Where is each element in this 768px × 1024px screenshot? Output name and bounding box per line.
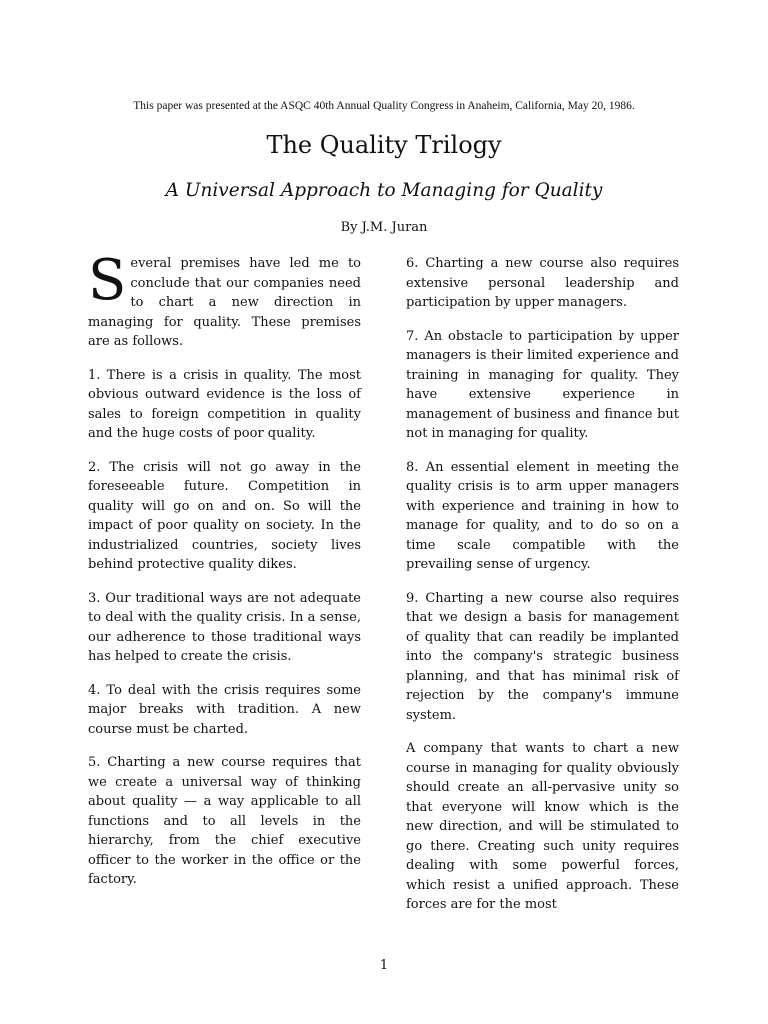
premise-paragraph-7: 7. An obstacle to participation by upper managers is their limited experience and training in managing for quality. They have extensive experience in management of business and finance but not in managing for quality. bbox=[406, 328, 679, 441]
premise-paragraph-9: 9. Charting a new course also requires that we design a basis for management of quality that can readily be implanted into the company's strategic business planning, and that has minimal risk of rejection by the company's immune system. bbox=[406, 590, 679, 723]
premise-paragraph-4: 4. To deal with the crisis requires some major breaks with tradition. A new course must be charted. bbox=[88, 682, 361, 737]
paper-title: The Quality Trilogy bbox=[266, 131, 502, 159]
presentation-note: This paper was presented at the ASQC 40th Annual Quality Congress in Anaheim, California, May 20, 1986. bbox=[133, 100, 635, 112]
premise-paragraph-5: 5. Charting a new course requires that we create a universal way of thinking about quality — a way applicable to all functions and to all levels in the hierarchy, from the chief executive officer to the worker in the office or the factory. bbox=[88, 755, 361, 887]
right-column bbox=[406, 254, 679, 929]
page-number: 1 bbox=[379, 958, 389, 973]
premise-paragraph-1: 1. There is a crisis in quality. The most obvious outward evidence is the loss of sales to foreign competition in quality and the huge costs of poor quality. bbox=[88, 367, 361, 441]
intro-paragraph bbox=[88, 248, 361, 352]
drop-cap: S bbox=[88, 248, 127, 313]
left-column bbox=[88, 248, 361, 904]
premise-paragraph-6: 6. Charting a new course also requires extensive personal leadership and participation by upper managers. bbox=[406, 256, 679, 310]
premise-paragraph-2: 2. The crisis will not go away in the foreseeable future. Competition in quality will go on and on. So will the impact of poor quality on society. In the industrialized countries, society lives behind protective quality dikes. bbox=[88, 459, 361, 572]
premise-paragraph-3: 3. Our traditional ways are not adequate to deal with the quality crisis. In a sense, our adherence to those traditional ways has helped to create the crisis. bbox=[88, 590, 361, 664]
paper-subtitle: A Universal Approach to Managing for Quality bbox=[165, 180, 603, 201]
premise-paragraph-8: 8. An essential element in meeting the quality crisis is to arm upper managers with experience and training in how to manage for quality, and to do so on a time scale compatible with the prevailing sense of urgency. bbox=[406, 459, 679, 572]
closing-paragraph: A company that wants to chart a new course in managing for quality obviously should create an all-pervasive unity so that everyone will know which is the new direction, and will be stimulated to go there. Creating such unity requires dealing with some powerful forces, which resist a unified approach. These forces are for the most bbox=[406, 741, 679, 912]
intro-text: everal premises have led me to conclude that our companies need to chart a new direction in managing for quality. These premises are as follows. bbox=[88, 256, 361, 349]
author-byline: By J.M. Juran bbox=[340, 220, 428, 235]
